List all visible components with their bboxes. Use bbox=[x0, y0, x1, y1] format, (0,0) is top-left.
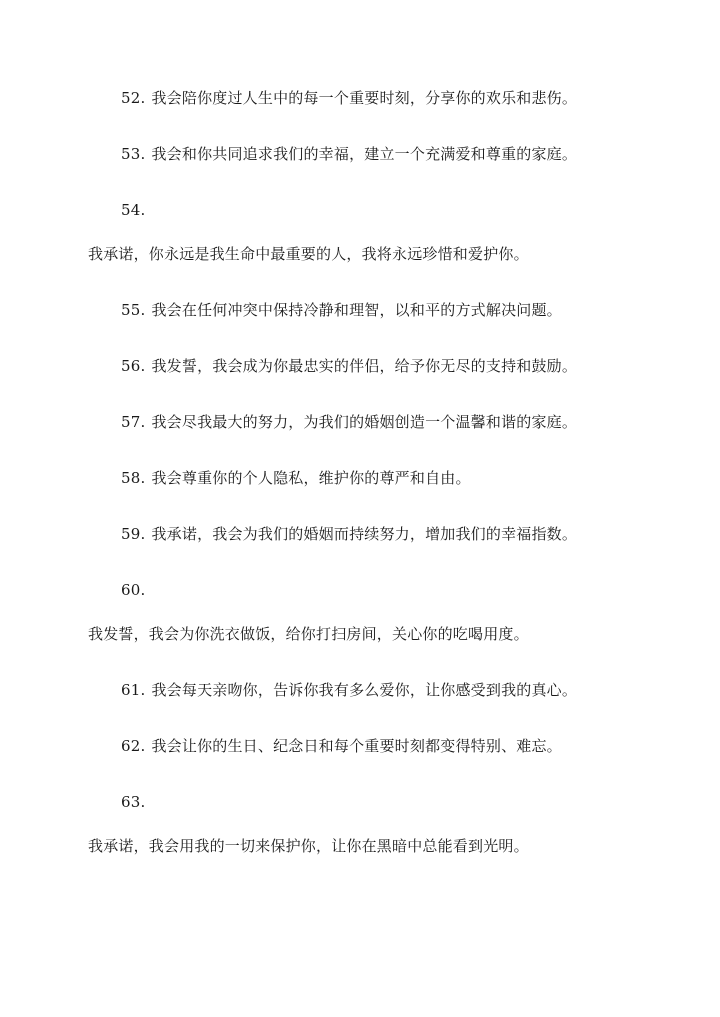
paragraph-number: 52. bbox=[121, 89, 146, 107]
paragraph-number: 60. bbox=[121, 581, 146, 599]
paragraph-60-body bbox=[88, 624, 529, 644]
paragraph-text: 我承诺，我会用我的一切来保护你，让你在黑暗中总能看到光明。 bbox=[88, 837, 529, 855]
paragraph-number: 57. bbox=[121, 413, 146, 431]
paragraph-61 bbox=[121, 680, 577, 700]
paragraph-63 bbox=[121, 792, 151, 812]
paragraph-text: 我承诺，你永远是我生命中最重要的人，我将永远珍惜和爱护你。 bbox=[88, 245, 529, 263]
paragraph-number: 63. bbox=[121, 793, 146, 811]
paragraph-number: 54. bbox=[121, 201, 146, 219]
paragraph-56 bbox=[121, 356, 577, 376]
paragraph-number: 56. bbox=[121, 357, 146, 375]
paragraph-54 bbox=[121, 200, 151, 220]
paragraph-text: 我会让你的生日、纪念日和每个重要时刻都变得特别、难忘。 bbox=[151, 737, 562, 755]
paragraph-text: 我会每天亲吻你，告诉你我有多么爱你，让你感受到我的真心。 bbox=[151, 681, 578, 699]
paragraph-number: 58. bbox=[121, 469, 146, 487]
paragraph-60 bbox=[121, 580, 151, 600]
paragraph-62 bbox=[121, 736, 562, 756]
paragraph-text: 我会和你共同追求我们的幸福，建立一个充满爱和尊重的家庭。 bbox=[151, 145, 578, 163]
paragraph-55 bbox=[121, 300, 562, 320]
paragraph-57 bbox=[121, 412, 577, 432]
paragraph-text: 我会在任何冲突中保持冷静和理智，以和平的方式解决问题。 bbox=[151, 301, 562, 319]
paragraph-text: 我会尽我最大的努力，为我们的婚姻创造一个温馨和谐的家庭。 bbox=[151, 413, 578, 431]
paragraph-53 bbox=[121, 144, 577, 164]
paragraph-58 bbox=[121, 468, 471, 488]
paragraph-text: 我会尊重你的个人隐私，维护你的尊严和自由。 bbox=[151, 469, 471, 487]
paragraph-number: 61. bbox=[121, 681, 146, 699]
paragraph-text: 我会陪你度过人生中的每一个重要时刻，分享你的欢乐和悲伤。 bbox=[151, 89, 578, 107]
paragraph-number: 55. bbox=[121, 301, 146, 319]
paragraph-59 bbox=[121, 524, 577, 544]
paragraph-number: 53. bbox=[121, 145, 146, 163]
paragraph-52 bbox=[121, 88, 577, 108]
paragraph-63-body bbox=[88, 836, 529, 856]
paragraph-54-body bbox=[88, 244, 529, 264]
paragraph-text: 我承诺，我会为我们的婚姻而持续努力，增加我们的幸福指数。 bbox=[151, 525, 578, 543]
paragraph-number: 62. bbox=[121, 737, 146, 755]
paragraph-text: 我发誓，我会成为你最忠实的伴侣，给予你无尽的支持和鼓励。 bbox=[151, 357, 578, 375]
paragraph-number: 59. bbox=[121, 525, 146, 543]
paragraph-text: 我发誓，我会为你洗衣做饭，给你打扫房间，关心你的吃喝用度。 bbox=[88, 625, 529, 643]
